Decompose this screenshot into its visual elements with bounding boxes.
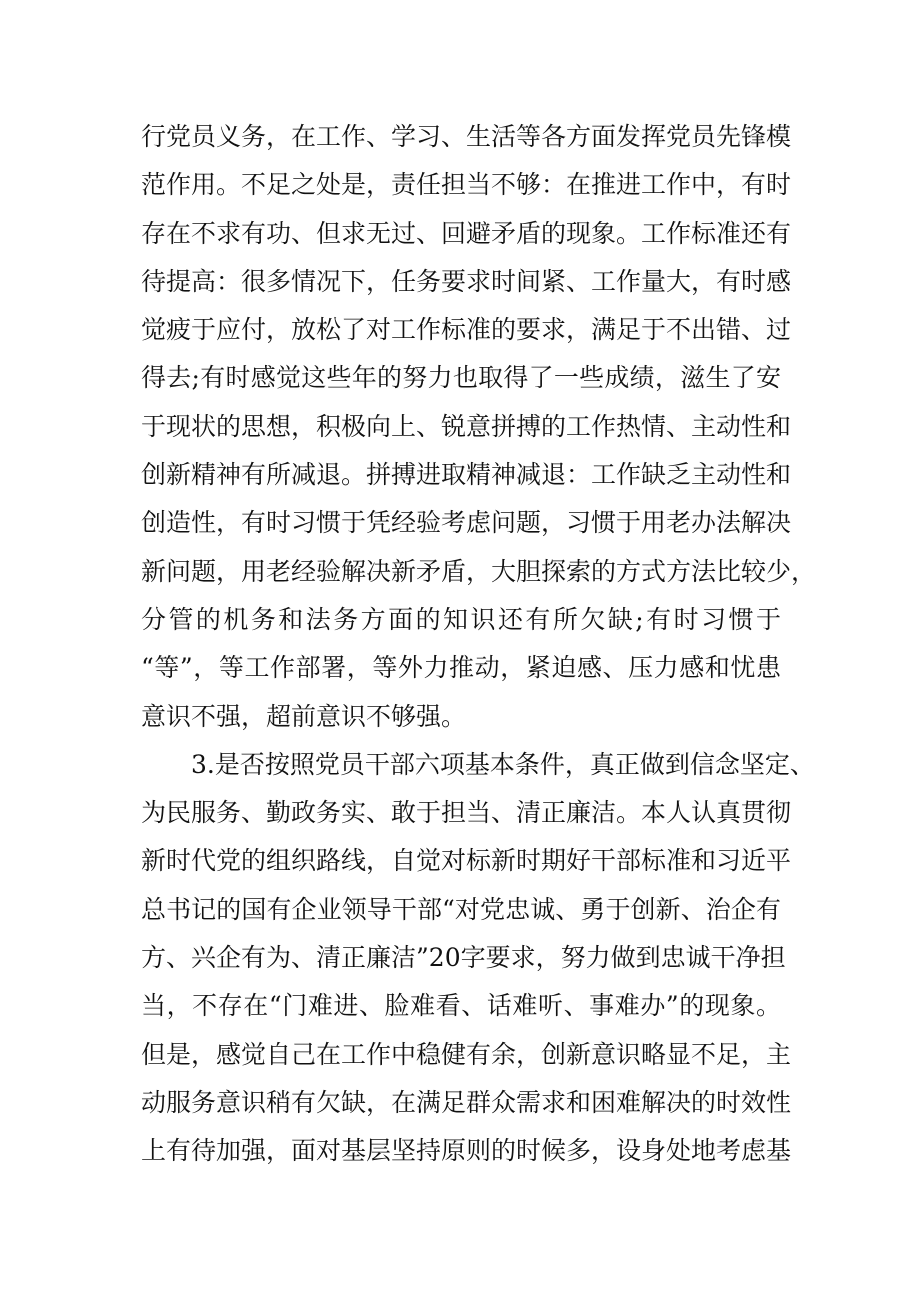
text-line: 创新精神有所减退。拼搏进取精神减退：工作缺乏主动性和 (141, 460, 792, 490)
text-line: 意识不强，超前意识不够强。 (141, 701, 467, 731)
text-line: 总书记的国有企业领导干部“对党忠诚、勇于创新、治企有 (141, 894, 781, 924)
text-line: 觉疲于应付，放松了对工作标准的要求，满足于不出错、过 (141, 315, 792, 345)
text-line: 当，不存在“门难进、脸难看、话难听、事难办”的现象。 (141, 991, 781, 1021)
text-line: 存在不求有功、但求无过、回避矛盾的现象。工作标准还有 (141, 218, 792, 248)
text-line: 于现状的思想，积极向上、锐意拼搏的工作热情、主动性和 (141, 411, 792, 441)
text-line: 为民服务、勤政务实、敢于担当、清正廉洁。本人认真贯彻 (141, 798, 792, 828)
paragraph-first-line: 3.是否按照党员干部六项基本条件，真正做到信念坚定、 (191, 749, 815, 779)
text-line: 创造性，有时习惯于凭经验考虑问题，习惯于用老办法解决 (141, 508, 792, 538)
text-line: 上有待加强，面对基层坚持原则的时候多，设身处地考虑基 (141, 1136, 792, 1166)
text-line: 待提高：很多情况下，任务要求时间紧、工作量大，有时感 (141, 266, 792, 296)
text-line: 但是，感觉自己在工作中稳健有余，创新意识略显不足，主 (141, 1039, 792, 1069)
text-line: 动服务意识稍有欠缺，在满足群众需求和困难解决的时效性 (141, 1087, 792, 1117)
text-line: 方、兴企有为、清正廉洁”20字要求，努力做到忠诚干净担 (141, 943, 786, 973)
text-line: 范作用。不足之处是，责任担当不够：在推进工作中，有时 (141, 170, 792, 200)
body-text (141, 113, 817, 1176)
text-line: 新问题，用老经验解决新矛盾，大胆探索的方式方法比较少， (141, 556, 817, 586)
text-line: 新时代党的组织路线，自觉对标新时期好干部标准和习近平 (141, 846, 792, 876)
text-line: “等”，等工作部署，等外力推动，紧迫感、压力感和忧患 (141, 653, 781, 683)
text-line: 分管的机务和法务方面的知识还有所欠缺;有时习惯于 (141, 604, 781, 634)
text-line: 行党员义务，在工作、学习、生活等各方面发挥党员先锋模 (141, 122, 792, 151)
text-line: 得去;有时感觉这些年的努力也取得了一些成绩，滋生了安 (141, 363, 781, 393)
